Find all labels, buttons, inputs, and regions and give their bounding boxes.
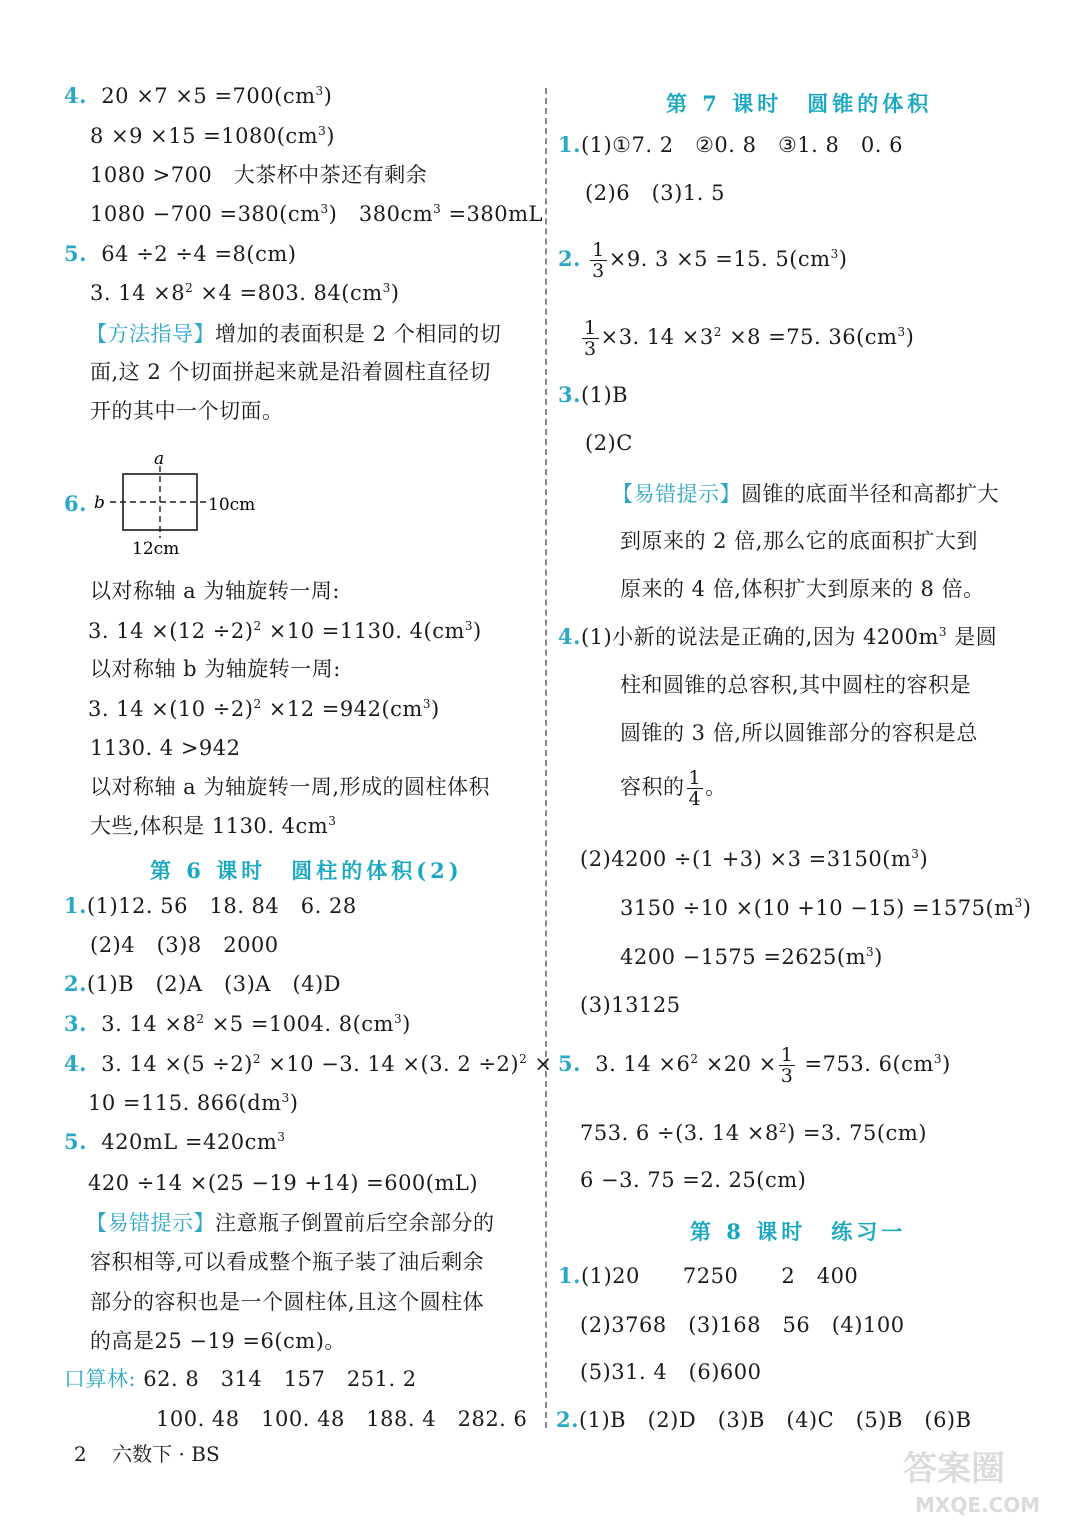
r-q3-tip-line-2: 到原来的 2 倍,那么它的底面积扩大到 — [620, 529, 978, 553]
r-q3-tip-line-3: 原来的 4 倍,体积扩大到原来的 8 倍。 — [620, 577, 985, 601]
r-q3-tip-line-1: 【易错提示】圆锥的底面半径和高都扩大 — [612, 482, 999, 506]
q6-line-2: 3. $14 \times(12 \div 2)^2 \times 10 =1130$. $4(cm^3)$ — [88, 619, 482, 643]
r-q5-line-1: 5. 3. $14 \times 6^2 \times 20$ × $\frac{1}{3}$ =753. $6(cm^3)$ — [558, 1044, 951, 1087]
q5-line-1: 5. 64 ÷2 ÷4 =8(cm) — [64, 241, 297, 266]
fraction-one-fourth: $\frac{1}{4}$ — [688, 767, 702, 810]
section-8-title: 第 8 课时 练习一 — [690, 1219, 907, 1244]
s6-q5-tip-line-2: 容积相等,可以看成整个瓶子装了油后剩余 — [90, 1250, 485, 1274]
q6-line-1: 以对称轴 a 为轴旋转一周: — [90, 579, 340, 603]
r-q1-line-1: 1.(1)①7. 2 ②0. 8 ③1. 8 0. 6 — [558, 132, 903, 157]
s6-q5-line-1: 5. $420mL =420cm^3$ — [64, 1129, 286, 1154]
height-label: 10cm — [208, 495, 256, 515]
svg-text:答案圈: 答案圈 — [903, 1449, 1005, 1489]
page-number: 2 — [74, 1442, 87, 1466]
q6-line-6: 以对称轴 a 为轴旋转一周,形成的圆柱体积 — [90, 775, 491, 799]
q6-line-7: 大些,体积是 1130. $4cm^3$ — [90, 814, 337, 838]
book-label: 六数下 · BS — [112, 1442, 220, 1466]
q5-tip-line-3: 开的其中一个切面。 — [90, 399, 284, 423]
r-q4-line-3: 圆锥的 3 倍,所以圆锥部分的容积是总 — [620, 721, 978, 745]
s6-q1-line-1: 1.(1)12. 56 18. 84 6. 28 — [64, 893, 357, 918]
s6-q5-line-2: 420 ÷14 ×(25 −19 +14) =600(mL) — [88, 1171, 479, 1195]
r-s8-q1-line-2: (2)3768 (3)168 56 (4)100 — [580, 1313, 905, 1337]
q4-line-1: 4. $20 \times 7 \times 5 =700(cm^3)$ — [64, 83, 333, 108]
width-label: 12cm — [132, 539, 180, 559]
page-footer — [74, 1438, 220, 1467]
s6-q1-line-2: (2)4 (3)8 2000 — [90, 933, 279, 957]
fraction-one-third: $\frac{1}{3}$ — [592, 239, 605, 282]
error-tip-tag: 【易错提示】 — [86, 1211, 215, 1235]
error-tip-tag: 【易错提示】 — [612, 482, 741, 506]
s6-q4-line-2: 10 =115. $866(dm^3)$ — [88, 1091, 299, 1115]
r-s8-q2-line-1: 2.(1)B (2)D (3)B (4)C (5)B (6)B — [556, 1407, 972, 1432]
q5-tip-line-2: 面,这 2 个切面拼起来就是沿着圆柱直径切 — [90, 360, 491, 384]
q6-rectangle-diagram — [90, 450, 280, 560]
s6-q2-line-1: 2.(1)B (2)A (3)A (4)D — [64, 971, 342, 996]
method-tip-tag: 【方法指导】 — [86, 322, 215, 346]
r-q4-line-7: $4200 -1575 =2625(m^3)$ — [620, 945, 883, 969]
q4-line-4: $1080 -700 =380(cm^3)$ $380cm^3 =380mL$ — [90, 202, 543, 226]
r-q4-line-6: $3150 \div 10 \times(10 +10 -15) =1575(m^3)$ — [620, 896, 1032, 920]
svg-text:MXQE.COM: MXQE.COM — [915, 1493, 1041, 1517]
q6-number: 6. — [64, 491, 87, 516]
q6-line-4: 3. $14 \times(10 \div 2)^2 \times 12 =942(cm^3)$ — [88, 697, 440, 721]
s6-q5-tip-line-4: 的高是25 −19 =6(cm)。 — [90, 1329, 346, 1353]
s6-q3-line-1: 3. 3. $14 \times 8^2 \times 5 =1004$. $8(cm^3)$ — [64, 1011, 411, 1036]
axis-a-label: a — [154, 450, 165, 469]
mental-math-line-2: 100. 48 100. 48 188. 4 282. 6 — [156, 1407, 528, 1431]
r-q4-line-1: 4.(1)小新的说法是正确的,因为 $4200m^3$ 是圆 — [558, 624, 998, 649]
watermark-logo — [895, 1440, 1055, 1520]
section-7-title: 第 7 课时 圆锥的体积 — [666, 91, 933, 116]
s6-q5-tip-line-1: 【易错提示】注意瓶子倒置前后空余部分的 — [86, 1211, 495, 1235]
q4-line-2: $8 \times 9 \times 15 =1080(cm^3)$ — [90, 124, 335, 148]
q5-line-2: 3. $14 \times 8^2 \times 4 =803$. $84(cm^3)$ — [90, 281, 400, 305]
r-q4-line-2: 柱和圆锥的总容积,其中圆柱的容积是 — [620, 673, 972, 697]
r-q5-line-2: 753. 6 ÷(3. $14 \times 8^2) =3$. 75(cm) — [580, 1121, 927, 1145]
q6-line-5: 1130. 4 >942 — [90, 736, 241, 760]
r-q3-line-2: (2)C — [585, 431, 633, 455]
r-q1-line-2: (2)6 (3)1. 5 — [585, 181, 725, 205]
r-s8-q1-line-3: (5)31. 4 (6)600 — [580, 1360, 762, 1384]
fraction-one-third: $\frac{1}{3}$ — [780, 1044, 794, 1087]
q5-tip-line-1: 【方法指导】增加的表面积是 2 个相同的切 — [86, 322, 502, 346]
r-s8-q1-line-1: 1.(1)20 7250 2 400 — [558, 1263, 859, 1288]
mental-math-line-1: 口算林: 62. 8 314 157 251. 2 — [64, 1367, 417, 1391]
column-divider — [545, 88, 547, 1428]
r-q3-line-1: 3.(1)B — [558, 382, 629, 407]
axis-b-label: b — [94, 493, 105, 513]
r-q4-line-5: $(2)4200 \div(1 +3) \times 3 =3150(m^3)$ — [580, 847, 929, 871]
section-6-title: 第 6 课时 圆柱的体积(2) — [150, 858, 463, 883]
s6-q5-tip-line-3: 部分的容积也是一个圆柱体,且这个圆柱体 — [90, 1290, 485, 1314]
r-q2-line-2: $\frac{1}{3}$ ×3. $14 \times 3^2 \times 8 =75$. $36(cm^3)$ — [584, 317, 915, 360]
r-q4-line-8: (3)13125 — [580, 993, 681, 1017]
r-q5-line-3: 6 −3. 75 =2. 25(cm) — [580, 1168, 807, 1192]
mental-math-tag: 口算林: — [64, 1367, 137, 1391]
q4-line-3: 1080 >700 大茶杯中茶还有剩余 — [90, 163, 428, 187]
s6-q4-line-1: 4. 3. $14 \times(5 \div 2)^2 \times 10 -3$. 14 ×(3. 2 ÷2)$^2$ × — [64, 1051, 553, 1076]
fraction-one-third: $\frac{1}{3}$ — [584, 317, 597, 360]
q6-line-3: 以对称轴 b 为轴旋转一周: — [90, 657, 341, 681]
r-q2-line-1: 2. $\frac{1}{3}$ ×9. 3 ×5 =15. $5(cm^3)$ — [558, 239, 848, 282]
r-q4-line-4: 容积的 $\frac{1}{4}$ 。 — [620, 767, 727, 810]
